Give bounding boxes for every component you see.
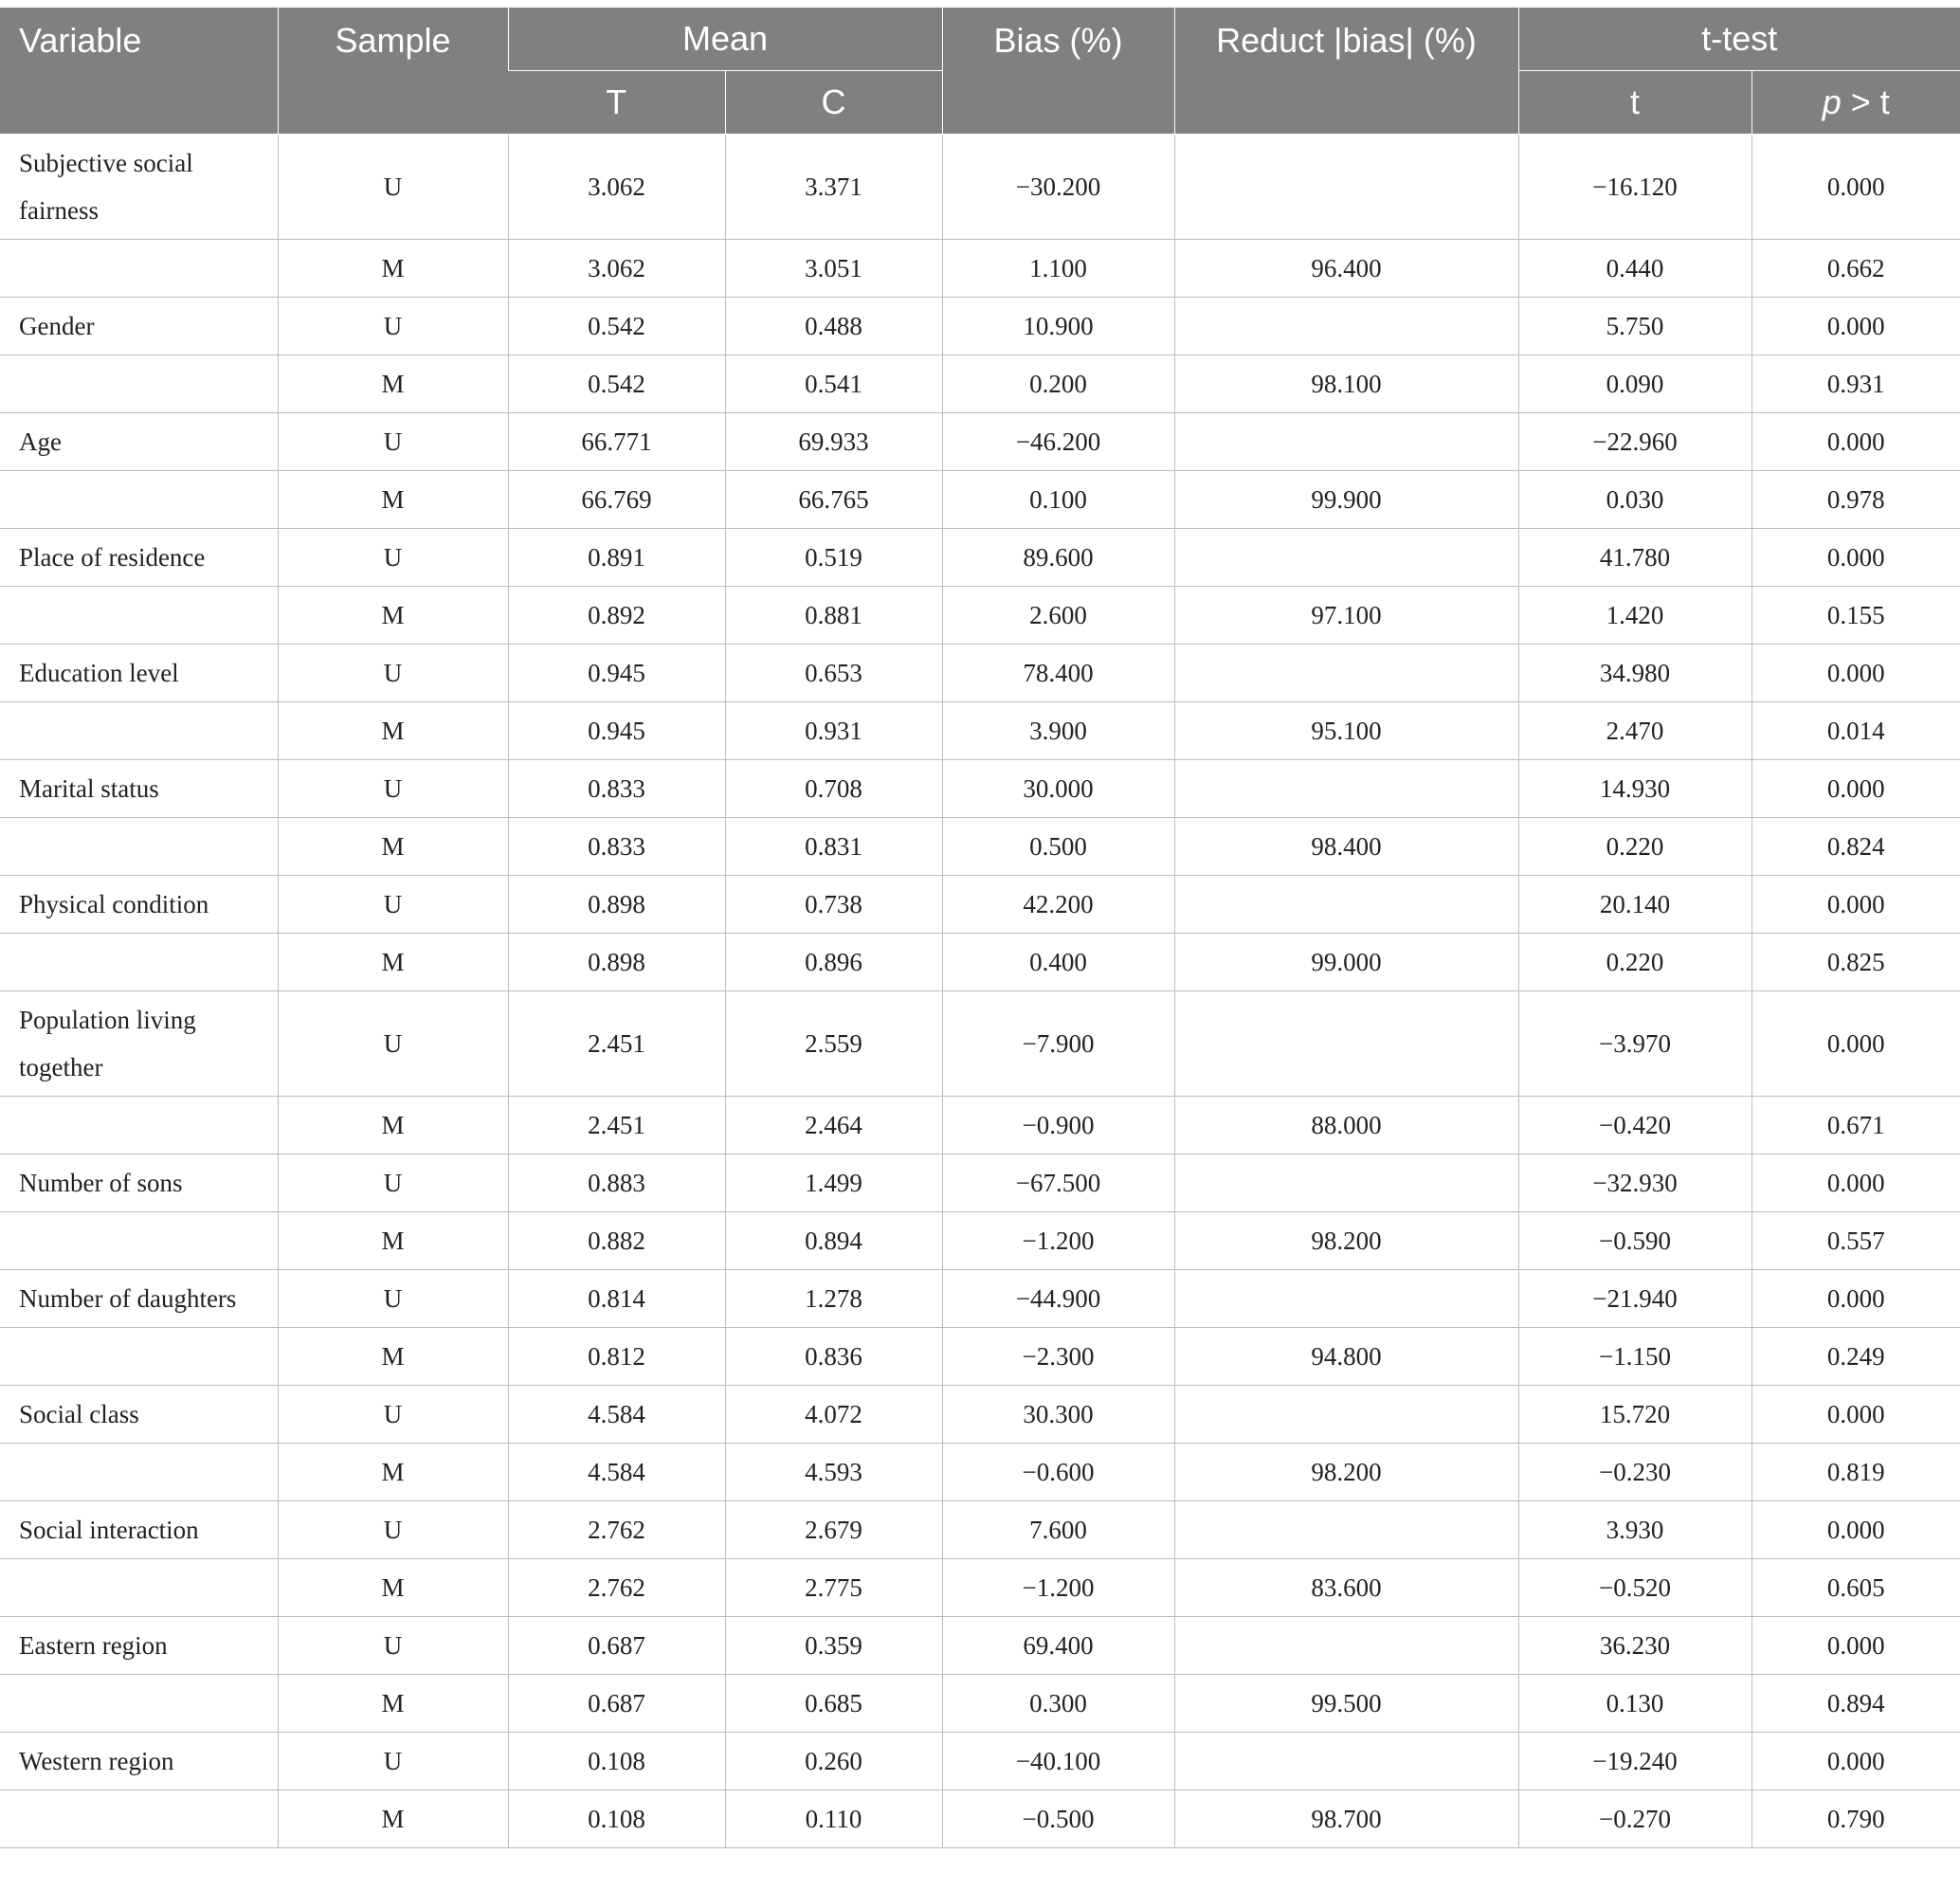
- cell-mean-c: 0.738: [725, 876, 942, 934]
- cell-p-value: 0.931: [1751, 355, 1960, 413]
- cell-bias: −44.900: [942, 1270, 1174, 1328]
- cell-t-value: 0.220: [1518, 934, 1751, 991]
- cell-t-value: 1.420: [1518, 587, 1751, 645]
- table-row: [0, 1444, 1960, 1501]
- cell-mean-c: 2.559: [725, 991, 942, 1097]
- cell-reduct-bias: 94.800: [1174, 1328, 1518, 1386]
- cell-sample: U: [278, 1501, 508, 1559]
- cell-mean-t: 4.584: [508, 1386, 725, 1444]
- cell-reduct-bias: [1174, 1617, 1518, 1675]
- table-row: [0, 934, 1960, 991]
- cell-p-value: 0.000: [1751, 1270, 1960, 1328]
- cell-t-value: 14.930: [1518, 760, 1751, 818]
- header-sample: Sample: [278, 8, 508, 135]
- cell-bias: −0.500: [942, 1790, 1174, 1848]
- cell-sample: U: [278, 413, 508, 471]
- table-row: [0, 355, 1960, 413]
- cell-p-value: 0.978: [1751, 471, 1960, 529]
- cell-mean-t: 0.945: [508, 645, 725, 702]
- cell-sample: U: [278, 1733, 508, 1790]
- cell-p-value: 0.000: [1751, 645, 1960, 702]
- cell-sample: U: [278, 1386, 508, 1444]
- table-row: [0, 1212, 1960, 1270]
- cell-sample: U: [278, 529, 508, 587]
- cell-bias: 1.100: [942, 240, 1174, 298]
- cell-mean-c: 0.831: [725, 818, 942, 876]
- cell-mean-t: 2.451: [508, 991, 725, 1097]
- cell-bias: −7.900: [942, 991, 1174, 1097]
- cell-mean-c: 0.359: [725, 1617, 942, 1675]
- cell-sample: M: [278, 1675, 508, 1733]
- cell-mean-t: 0.542: [508, 355, 725, 413]
- header-t-value: t: [1518, 71, 1751, 135]
- cell-p-value: 0.671: [1751, 1097, 1960, 1154]
- cell-mean-t: 0.814: [508, 1270, 725, 1328]
- cell-t-value: 34.980: [1518, 645, 1751, 702]
- cell-sample: M: [278, 934, 508, 991]
- table-row: [0, 240, 1960, 298]
- header-reduct-bias: Reduct |bias| (%): [1174, 8, 1518, 135]
- table-row: [0, 876, 1960, 934]
- cell-mean-c: 0.519: [725, 529, 942, 587]
- cell-variable: Number of sons: [0, 1154, 278, 1212]
- cell-variable: [0, 240, 278, 298]
- cell-bias: 69.400: [942, 1617, 1174, 1675]
- cell-variable: [0, 1212, 278, 1270]
- cell-mean-c: 0.894: [725, 1212, 942, 1270]
- cell-sample: U: [278, 298, 508, 355]
- cell-reduct-bias: [1174, 413, 1518, 471]
- cell-mean-t: 0.687: [508, 1675, 725, 1733]
- cell-sample: M: [278, 1212, 508, 1270]
- cell-bias: 0.400: [942, 934, 1174, 991]
- cell-variable: [0, 355, 278, 413]
- cell-variable: Western region: [0, 1733, 278, 1790]
- cell-sample: U: [278, 1154, 508, 1212]
- cell-t-value: −3.970: [1518, 991, 1751, 1097]
- cell-mean-t: 0.898: [508, 876, 725, 934]
- cell-bias: 7.600: [942, 1501, 1174, 1559]
- cell-mean-t: 3.062: [508, 135, 725, 240]
- cell-variable: Physical condition: [0, 876, 278, 934]
- cell-variable: [0, 471, 278, 529]
- cell-t-value: 0.030: [1518, 471, 1751, 529]
- cell-bias: −0.900: [942, 1097, 1174, 1154]
- cell-mean-c: 3.371: [725, 135, 942, 240]
- cell-bias: −30.200: [942, 135, 1174, 240]
- cell-variable: [0, 1444, 278, 1501]
- cell-reduct-bias: 99.900: [1174, 471, 1518, 529]
- cell-mean-t: 0.833: [508, 760, 725, 818]
- cell-reduct-bias: 99.500: [1174, 1675, 1518, 1733]
- cell-mean-t: 2.762: [508, 1501, 725, 1559]
- cell-bias: 0.100: [942, 471, 1174, 529]
- cell-variable: [0, 1559, 278, 1617]
- cell-p-value: 0.155: [1751, 587, 1960, 645]
- cell-sample: M: [278, 1097, 508, 1154]
- cell-variable: Marital status: [0, 760, 278, 818]
- table-row: [0, 1559, 1960, 1617]
- cell-bias: −1.200: [942, 1559, 1174, 1617]
- cell-sample: U: [278, 876, 508, 934]
- cell-mean-c: 3.051: [725, 240, 942, 298]
- cell-sample: M: [278, 818, 508, 876]
- header-mean-c: C: [725, 71, 942, 135]
- cell-t-value: 2.470: [1518, 702, 1751, 760]
- cell-reduct-bias: [1174, 991, 1518, 1097]
- cell-variable: Subjective social fairness: [0, 135, 278, 240]
- cell-bias: 10.900: [942, 298, 1174, 355]
- header-t-test: t-test: [1518, 8, 1960, 71]
- table-row: [0, 818, 1960, 876]
- cell-t-value: −19.240: [1518, 1733, 1751, 1790]
- table-row: [0, 1617, 1960, 1675]
- table-row: [0, 1386, 1960, 1444]
- cell-reduct-bias: 96.400: [1174, 240, 1518, 298]
- cell-p-value: 0.894: [1751, 1675, 1960, 1733]
- table-row: [0, 760, 1960, 818]
- cell-mean-t: 0.108: [508, 1790, 725, 1848]
- table-row: [0, 1328, 1960, 1386]
- cell-reduct-bias: 99.000: [1174, 934, 1518, 991]
- cell-mean-c: 0.836: [725, 1328, 942, 1386]
- header-mean: Mean: [508, 8, 942, 71]
- cell-variable: [0, 1790, 278, 1848]
- cell-variable: Population living together: [0, 991, 278, 1097]
- cell-p-value: 0.000: [1751, 1617, 1960, 1675]
- cell-variable: [0, 1097, 278, 1154]
- cell-bias: 42.200: [942, 876, 1174, 934]
- cell-bias: −46.200: [942, 413, 1174, 471]
- cell-bias: 89.600: [942, 529, 1174, 587]
- cell-mean-t: 0.898: [508, 934, 725, 991]
- header-mean-t: T: [508, 71, 725, 135]
- cell-t-value: 0.090: [1518, 355, 1751, 413]
- cell-sample: U: [278, 991, 508, 1097]
- cell-variable: Gender: [0, 298, 278, 355]
- cell-mean-t: 3.062: [508, 240, 725, 298]
- cell-mean-c: 0.110: [725, 1790, 942, 1848]
- cell-p-value: 0.662: [1751, 240, 1960, 298]
- cell-mean-c: 0.488: [725, 298, 942, 355]
- cell-variable: [0, 1675, 278, 1733]
- cell-p-value: 0.000: [1751, 1386, 1960, 1444]
- cell-bias: 0.200: [942, 355, 1174, 413]
- cell-reduct-bias: 97.100: [1174, 587, 1518, 645]
- cell-t-value: −0.230: [1518, 1444, 1751, 1501]
- cell-variable: Number of daughters: [0, 1270, 278, 1328]
- table-row: [0, 529, 1960, 587]
- cell-mean-c: 66.765: [725, 471, 942, 529]
- cell-sample: M: [278, 471, 508, 529]
- cell-bias: 3.900: [942, 702, 1174, 760]
- cell-bias: −1.200: [942, 1212, 1174, 1270]
- cell-t-value: 0.130: [1518, 1675, 1751, 1733]
- header-variable: Variable: [0, 8, 278, 135]
- cell-sample: M: [278, 1328, 508, 1386]
- cell-t-value: −0.270: [1518, 1790, 1751, 1848]
- cell-mean-c: 0.541: [725, 355, 942, 413]
- cell-mean-c: 4.593: [725, 1444, 942, 1501]
- table-body: [0, 135, 1960, 1848]
- cell-bias: −40.100: [942, 1733, 1174, 1790]
- cell-bias: 0.500: [942, 818, 1174, 876]
- cell-reduct-bias: [1174, 1501, 1518, 1559]
- cell-t-value: −0.590: [1518, 1212, 1751, 1270]
- table-row: [0, 1154, 1960, 1212]
- cell-mean-t: 0.891: [508, 529, 725, 587]
- cell-p-value: 0.000: [1751, 298, 1960, 355]
- cell-mean-t: 4.584: [508, 1444, 725, 1501]
- cell-sample: M: [278, 702, 508, 760]
- cell-t-value: −16.120: [1518, 135, 1751, 240]
- cell-reduct-bias: 98.100: [1174, 355, 1518, 413]
- table-row: [0, 413, 1960, 471]
- cell-reduct-bias: [1174, 1154, 1518, 1212]
- cell-t-value: 20.140: [1518, 876, 1751, 934]
- cell-t-value: 15.720: [1518, 1386, 1751, 1444]
- cell-sample: M: [278, 240, 508, 298]
- cell-variable: Eastern region: [0, 1617, 278, 1675]
- cell-bias: 30.300: [942, 1386, 1174, 1444]
- cell-t-value: −0.420: [1518, 1097, 1751, 1154]
- table-row: [0, 1790, 1960, 1848]
- cell-p-value: 0.824: [1751, 818, 1960, 876]
- table-row: [0, 991, 1960, 1097]
- cell-sample: U: [278, 760, 508, 818]
- cell-reduct-bias: [1174, 529, 1518, 587]
- cell-t-value: −1.150: [1518, 1328, 1751, 1386]
- cell-p-value: 0.000: [1751, 413, 1960, 471]
- cell-variable: Social interaction: [0, 1501, 278, 1559]
- cell-reduct-bias: 88.000: [1174, 1097, 1518, 1154]
- cell-p-value: 0.000: [1751, 135, 1960, 240]
- cell-p-value: 0.000: [1751, 529, 1960, 587]
- table-row: [0, 1501, 1960, 1559]
- cell-variable: [0, 702, 278, 760]
- cell-reduct-bias: [1174, 760, 1518, 818]
- cell-t-value: 5.750: [1518, 298, 1751, 355]
- cell-mean-t: 0.687: [508, 1617, 725, 1675]
- cell-mean-c: 0.708: [725, 760, 942, 818]
- cell-mean-t: 0.882: [508, 1212, 725, 1270]
- cell-reduct-bias: 83.600: [1174, 1559, 1518, 1617]
- cell-p-value: 0.000: [1751, 1154, 1960, 1212]
- cell-mean-t: 0.812: [508, 1328, 725, 1386]
- cell-mean-c: 4.072: [725, 1386, 942, 1444]
- cell-mean-c: 0.685: [725, 1675, 942, 1733]
- cell-sample: M: [278, 355, 508, 413]
- cell-p-value: 0.000: [1751, 876, 1960, 934]
- cell-t-value: −22.960: [1518, 413, 1751, 471]
- cell-sample: M: [278, 1790, 508, 1848]
- cell-reduct-bias: [1174, 1270, 1518, 1328]
- cell-mean-t: 0.883: [508, 1154, 725, 1212]
- cell-bias: 30.000: [942, 760, 1174, 818]
- cell-t-value: 36.230: [1518, 1617, 1751, 1675]
- cell-sample: M: [278, 587, 508, 645]
- cell-mean-t: 2.762: [508, 1559, 725, 1617]
- cell-p-value: 0.000: [1751, 991, 1960, 1097]
- cell-variable: Social class: [0, 1386, 278, 1444]
- cell-t-value: 0.220: [1518, 818, 1751, 876]
- cell-mean-t: 2.451: [508, 1097, 725, 1154]
- cell-reduct-bias: [1174, 135, 1518, 240]
- cell-t-value: 3.930: [1518, 1501, 1751, 1559]
- cell-t-value: −0.520: [1518, 1559, 1751, 1617]
- cell-variable: Education level: [0, 645, 278, 702]
- cell-reduct-bias: [1174, 876, 1518, 934]
- cell-mean-t: 0.542: [508, 298, 725, 355]
- cell-reduct-bias: 95.100: [1174, 702, 1518, 760]
- cell-variable: [0, 818, 278, 876]
- cell-bias: −2.300: [942, 1328, 1174, 1386]
- table-row: [0, 702, 1960, 760]
- cell-variable: [0, 587, 278, 645]
- cell-p-value: 0.249: [1751, 1328, 1960, 1386]
- header-p-suffix: > t: [1841, 82, 1890, 121]
- cell-mean-t: 66.769: [508, 471, 725, 529]
- cell-sample: M: [278, 1559, 508, 1617]
- cell-bias: 78.400: [942, 645, 1174, 702]
- cell-mean-t: 0.945: [508, 702, 725, 760]
- table-row: [0, 298, 1960, 355]
- cell-reduct-bias: [1174, 1733, 1518, 1790]
- cell-sample: U: [278, 1617, 508, 1675]
- cell-mean-t: 0.108: [508, 1733, 725, 1790]
- table-row: [0, 1675, 1960, 1733]
- cell-p-value: 0.790: [1751, 1790, 1960, 1848]
- cell-t-value: −32.930: [1518, 1154, 1751, 1212]
- cell-mean-c: 0.931: [725, 702, 942, 760]
- cell-mean-t: 0.833: [508, 818, 725, 876]
- cell-variable: [0, 1328, 278, 1386]
- cell-p-value: 0.819: [1751, 1444, 1960, 1501]
- cell-mean-c: 0.896: [725, 934, 942, 991]
- table-header: [0, 8, 1960, 135]
- cell-mean-c: 0.881: [725, 587, 942, 645]
- cell-sample: U: [278, 1270, 508, 1328]
- cell-variable: Age: [0, 413, 278, 471]
- cell-reduct-bias: 98.200: [1174, 1444, 1518, 1501]
- cell-bias: 0.300: [942, 1675, 1174, 1733]
- table-row: [0, 471, 1960, 529]
- cell-bias: 2.600: [942, 587, 1174, 645]
- cell-mean-c: 0.653: [725, 645, 942, 702]
- cell-mean-c: 2.679: [725, 1501, 942, 1559]
- header-p-label: p: [1822, 82, 1842, 121]
- balance-test-table: [0, 8, 1960, 1848]
- cell-reduct-bias: [1174, 1386, 1518, 1444]
- cell-p-value: 0.000: [1751, 760, 1960, 818]
- cell-p-value: 0.605: [1751, 1559, 1960, 1617]
- table-row: [0, 1270, 1960, 1328]
- header-bias: Bias (%): [942, 8, 1174, 135]
- cell-variable: Place of residence: [0, 529, 278, 587]
- cell-sample: U: [278, 645, 508, 702]
- cell-reduct-bias: [1174, 298, 1518, 355]
- cell-p-value: 0.825: [1751, 934, 1960, 991]
- cell-sample: M: [278, 1444, 508, 1501]
- cell-t-value: 41.780: [1518, 529, 1751, 587]
- table-row: [0, 1733, 1960, 1790]
- cell-p-value: 0.000: [1751, 1501, 1960, 1559]
- cell-mean-c: 2.464: [725, 1097, 942, 1154]
- cell-reduct-bias: 98.700: [1174, 1790, 1518, 1848]
- cell-p-value: 0.014: [1751, 702, 1960, 760]
- cell-t-value: −21.940: [1518, 1270, 1751, 1328]
- table-row: [0, 645, 1960, 702]
- cell-mean-c: 2.775: [725, 1559, 942, 1617]
- cell-bias: −0.600: [942, 1444, 1174, 1501]
- table-row: [0, 1097, 1960, 1154]
- cell-p-value: 0.557: [1751, 1212, 1960, 1270]
- cell-variable: [0, 934, 278, 991]
- cell-mean-c: 1.499: [725, 1154, 942, 1212]
- cell-reduct-bias: [1174, 645, 1518, 702]
- cell-p-value: 0.000: [1751, 1733, 1960, 1790]
- cell-mean-t: 66.771: [508, 413, 725, 471]
- cell-t-value: 0.440: [1518, 240, 1751, 298]
- cell-reduct-bias: 98.400: [1174, 818, 1518, 876]
- cell-bias: −67.500: [942, 1154, 1174, 1212]
- table-row: [0, 135, 1960, 240]
- cell-mean-c: 69.933: [725, 413, 942, 471]
- cell-reduct-bias: 98.200: [1174, 1212, 1518, 1270]
- header-p-value: [1751, 71, 1960, 135]
- cell-mean-c: 0.260: [725, 1733, 942, 1790]
- table-row: [0, 587, 1960, 645]
- cell-mean-c: 1.278: [725, 1270, 942, 1328]
- cell-sample: U: [278, 135, 508, 240]
- cell-mean-t: 0.892: [508, 587, 725, 645]
